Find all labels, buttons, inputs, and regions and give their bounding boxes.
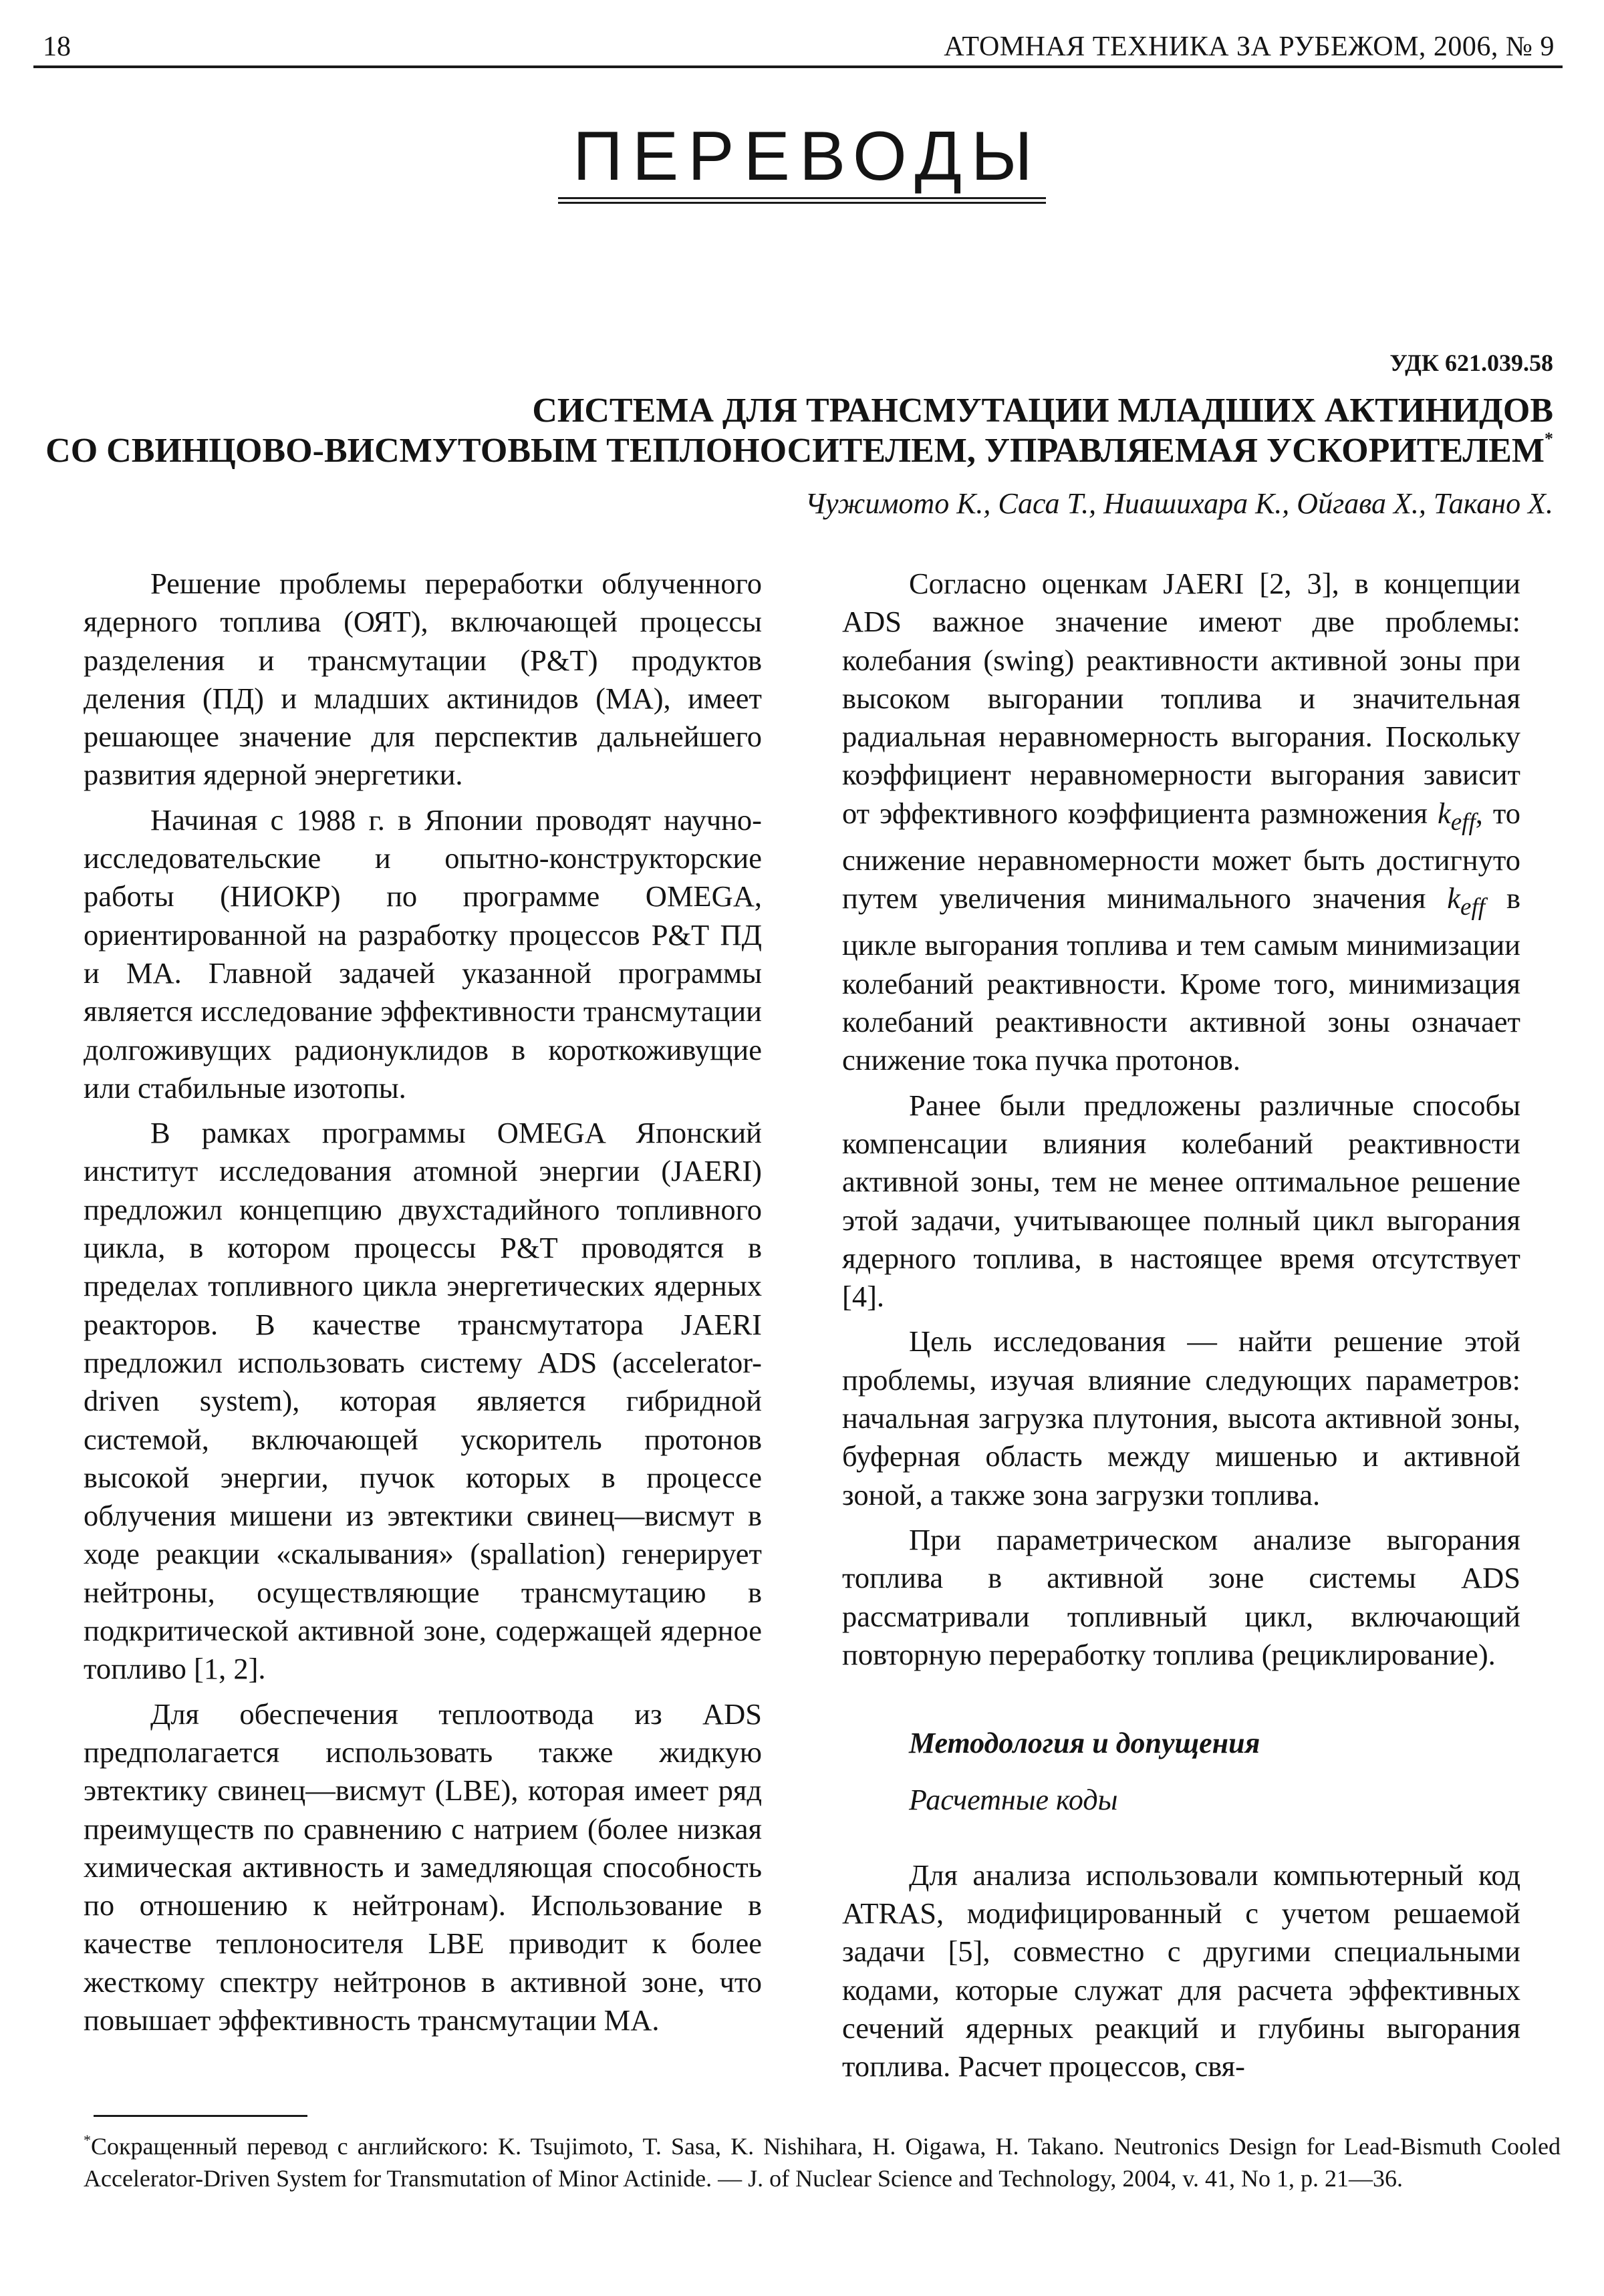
k-letter: k [1437, 796, 1451, 830]
section-title [0, 117, 1604, 204]
footnote [84, 2130, 1561, 2194]
left-column [84, 565, 762, 2039]
paragraph: Для анализа использовали компьютерный код ATRAS, модифицированный с учетом решаемой задачи [5], совместно с другими специальными кодами, которые служат для расчета эффективных сечений ядерных реакций и глубины выгорания топлива. Расчет процессов, свя- [842, 1858, 1520, 2084]
paragraph-text: в цикле выгорания топлива и тем самым минимизации колебаний реактивности. Кроме того, минимизация колебаний реактивности активной зоны означает снижение тока пучка протонов. [842, 881, 1521, 1077]
article-title-line-1: СИСТЕМА ДЛЯ ТРАНСМУТАЦИИ МЛАДШИХ АКТИНИДОВ [532, 392, 1553, 430]
paragraph: Цель исследования — найти решение этой проблемы, изучая влияние следующих параметров: начальная загрузка плутония, высота активной зоны, буферная область между мишенью и активной зоной, а также зона загрузки топлива. [842, 1324, 1520, 1512]
authors: Чужимото К., Саса Т., Ниашихара К., Ойгава Х., Такано Х. [805, 487, 1553, 520]
page-number: 18 [43, 31, 71, 62]
article-title-line-2-text: СО СВИНЦОВО-ВИСМУТОВЫМ ТЕПЛОНОСИТЕЛЕМ, УПРАВЛЯЕМАЯ УСКОРИТЕЛЕМ [45, 432, 1545, 470]
paragraph: Для обеспечения теплоотвода из ADS предполагается использовать также жидкую эвтектику свинец—висмут (LBE), которая имеет ряд преимуществ по сравнению с натрием (более низкая химическая активность и замедляющая способность по отношению к нейтронам). Использование в качестве теплоносителя LBE приводит к более жесткому спектру нейтронов в активной зоне, что повышает эффективность трансмутации МА. [84, 1697, 762, 2037]
right-column [842, 565, 1520, 2086]
k-eff-symbol [1447, 881, 1486, 921]
paragraph: Решение проблемы переработки облученного ядерного топлива (ОЯТ), включающей процессы разделения и трансмутации (P&T) продуктов деления (ПД) и младших актинидов (МА), имеет решающее значение для перспектив дальнейшего развития ядерной энергетики. [84, 567, 762, 792]
paragraph [842, 565, 1520, 1080]
running-header [33, 28, 1563, 68]
paragraph: Ранее были предложены различные способы компенсации влияния колебаний реактивности активной зоны, тем не менее оптимальное решение этой задачи, учитывающее полный цикл выгорания ядерного топлива, в настоящее время отсутствует [4]. [842, 1088, 1520, 1314]
section-title-text: ПЕРЕВОДЫ [558, 120, 1046, 204]
paragraph: В рамках программы OMEGA Японский институт исследования атомной энергии (JAERI) предложил концепцию двухстадийного топливного цикла, в котором процессы P&T проводятся в пределах топливного цикла энергетических ядерных реакторов. В качестве трансмутатора JAERI предложил использовать систему ADS (accelerator-driven system), которая является гибридной системой, включающей ускоритель протонов высокой энергии, пучок которых в процессе облучения мишени из эвтектики свинец—висмут в ходе реакции «скалывания» (spallation) генерирует нейтроны, осуществляющие трансмутацию в подкритической активной зоне, содержащей ядерное топливо [1, 2]. [84, 1116, 762, 1686]
k-eff-symbol [1437, 796, 1476, 836]
eff-subscript: eff [1450, 808, 1476, 836]
paragraph: Начиная с 1988 г. в Японии проводят научно-исследовательские и опытно-конструкторские работы (НИОКР) по программе OMEGA, ориентированной на разработку процессов P&T ПД и МА. Главной задачей указанной программы является исследование эффективности трансмутации долгоживущих радионуклидов в короткоживущие или стабильные изотопы. [84, 803, 762, 1105]
footnote-marker: * [1545, 429, 1553, 448]
paragraph: При параметрическом анализе выгорания топлива в активной зоне системы ADS рассматривали топливный цикл, включающий повторную переработку топлива (рециклирование). [842, 1522, 1520, 1671]
journal-title: АТОМНАЯ ТЕХНИКА ЗА РУБЕЖОМ, 2006, № 9 [944, 31, 1555, 62]
subsection-heading: Расчетные коды [909, 1783, 1118, 1817]
paragraph-text: Согласно оценкам JAERI [2, 3], в концепции ADS важное значение имеют две проблемы: колебания (swing) реактивности активной зоны при высоком выгорании топлива и значительная радиальная неравномерность выгорания. Поскольку коэффициент неравномерности выгорания зависит от эффективного коэффициента размножения [842, 567, 1520, 830]
section-heading: Методология и допущения [909, 1727, 1260, 1760]
article-title [45, 391, 1553, 471]
paragraph-text: , то снижение неравномерности может быть достигнуто путем увеличения минимального значения [842, 796, 1520, 915]
footnote-text: Сокращенный перевод с английского: K. Tsujimoto, T. Sasa, K. Nishihara, H. Oigawa, H. Takano. Neutronics Design for Lead-Bismuth Cooled Accelerator-Driven System for Transmutation of Minor Actinide. — J. of Nuclear Science and Technology, 2004, v. 41, No 1, p. 21—36. [84, 2133, 1561, 2192]
article-title-line-2 [45, 431, 1553, 471]
k-letter: k [1447, 881, 1461, 915]
footnote-marker: * [84, 2132, 91, 2148]
udk-code: УДК 621.039.58 [1389, 349, 1553, 376]
eff-subscript: eff [1460, 893, 1486, 921]
footnote-divider [94, 2115, 307, 2117]
